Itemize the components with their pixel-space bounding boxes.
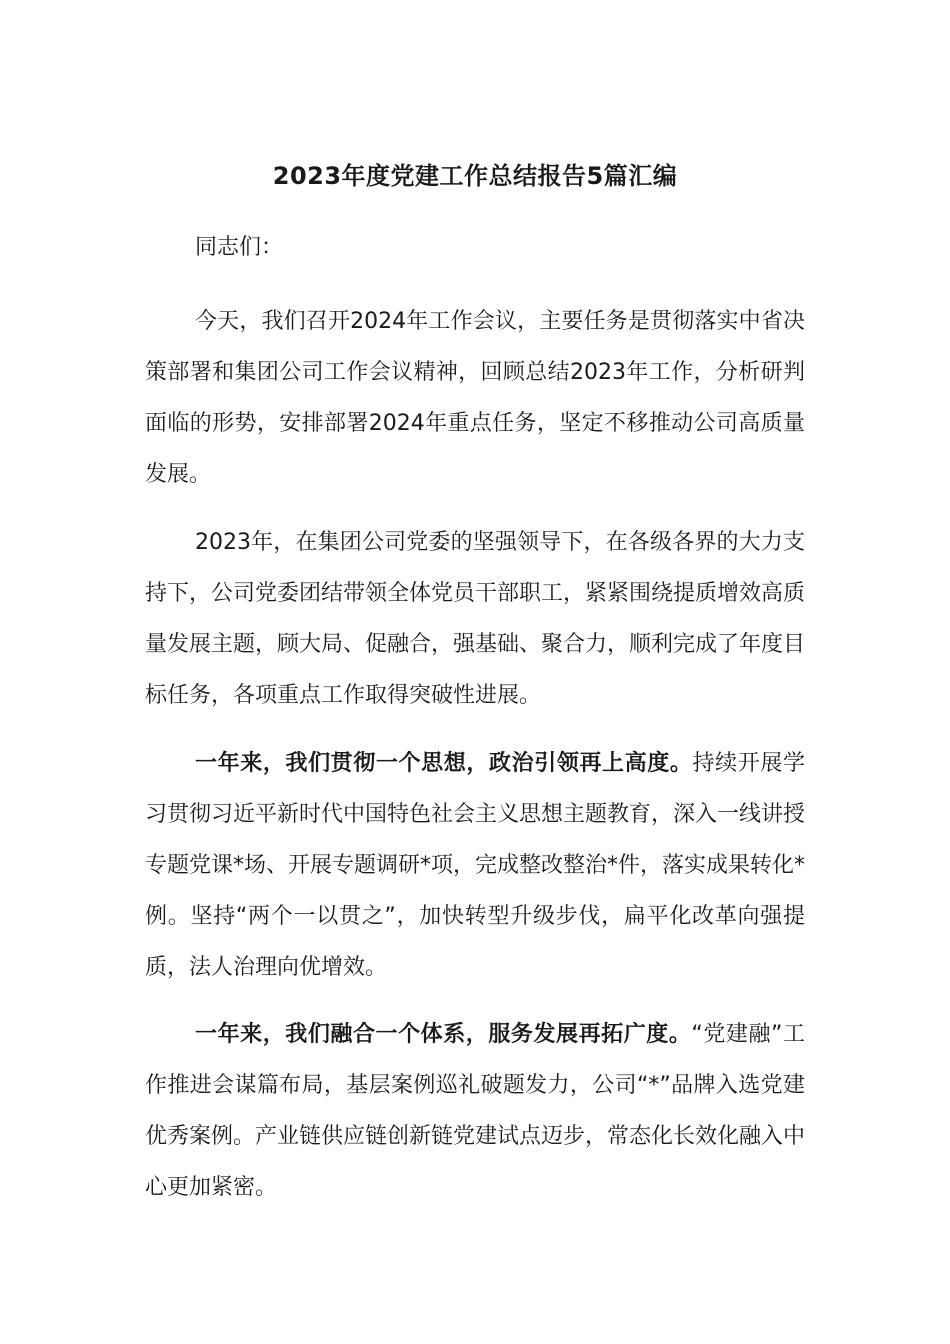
paragraph-summary bbox=[145, 517, 805, 721]
paragraph-lead-heading: 一年来，我们融合一个体系，服务发展再拓广度。 bbox=[195, 1022, 692, 1047]
paragraph-system bbox=[145, 1009, 805, 1213]
paragraph-text: 2023年，在集团公司党委的坚强领导下，在各级各界的大力支持下，公司党委团结带领全体党员干部职工，紧紧围绕提质增效高质量发展主题，顾大局、促融合，强基础、聚合力，顺利完成了年度目标任务，各项重点工作取得突破性进展。 bbox=[145, 530, 806, 708]
paragraph-thought bbox=[145, 738, 805, 993]
paragraph-lead-heading: 一年来，我们贯彻一个思想，政治引领再上高度。 bbox=[195, 751, 693, 776]
paragraph-opening bbox=[145, 296, 805, 500]
paragraph-text: 今天，我们召开2024年工作会议，主要任务是贯彻落实中省决策部署和集团公司工作会议精神，回顾总结2023年工作，分析研判面临的形势，安排部署2024年重点任务，坚定不移推动公司高质量发展。 bbox=[145, 309, 805, 487]
salutation: 同志们： bbox=[195, 235, 284, 260]
paragraph-text: “党建融”工作推进会谋篇布局，基层案例巡礼破题发力，公司“*”品牌入选党建优秀案例。产业链供应链创新链党建试点迈步，常态化长效化融入中心更加紧密。 bbox=[145, 1022, 806, 1200]
paragraph-text: 持续开展学习贯彻习近平新时代中国特色社会主义思想主题教育，深入一线讲授专题党课*场、开展专题调研*项，完成整改整治*件，落实成果转化*例。坚持“两个一以贯之”，加快转型升级步伐，扁平化改革向强提质，法人治理向优增效。 bbox=[145, 751, 806, 980]
document-title: 2023年度党建工作总结报告5篇汇编 bbox=[272, 162, 678, 190]
